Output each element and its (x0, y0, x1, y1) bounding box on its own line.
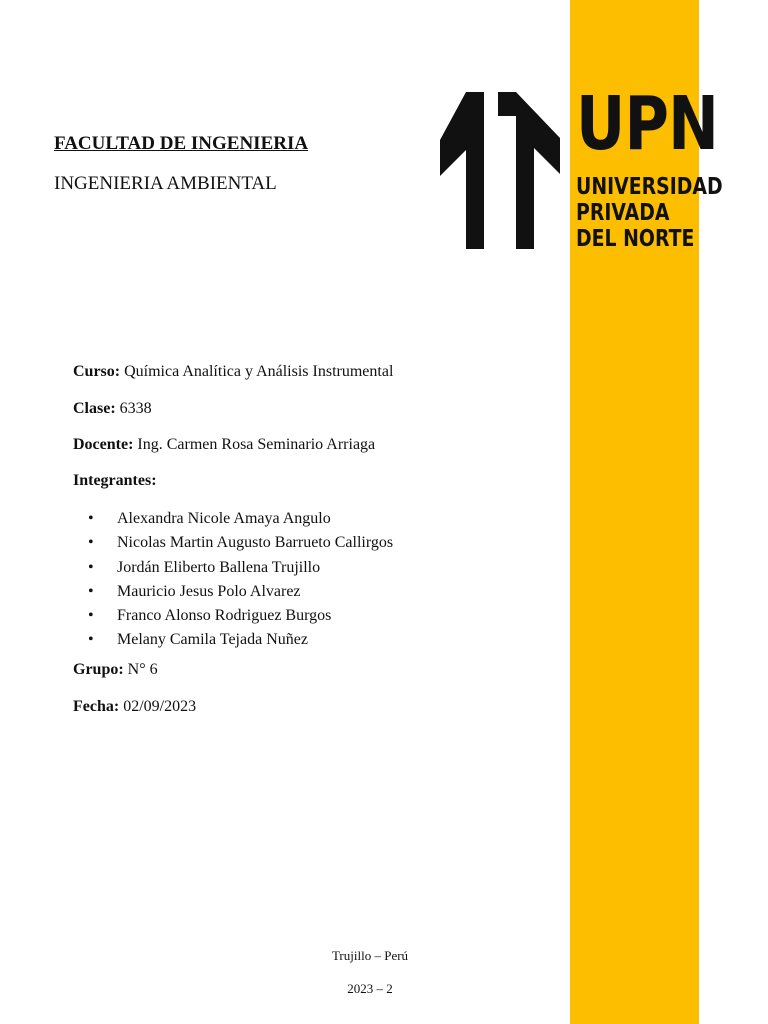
member-name: Mauricio Jesus Polo Alvarez (117, 582, 301, 600)
bullet: • (88, 582, 94, 600)
list-item (88, 531, 393, 555)
list-item (88, 556, 393, 580)
teacher-label: Docente: (73, 436, 134, 453)
career-title: INGENIERIA AMBIENTAL (54, 173, 277, 194)
date-field (73, 698, 196, 716)
class-field (73, 400, 152, 418)
members-label: Integrantes: (73, 472, 157, 489)
date-value: 02/09/2023 (123, 698, 197, 715)
list-item (88, 580, 393, 604)
upn-arrows-icon (440, 92, 560, 249)
footer-place: Trujillo – Perú (331, 948, 409, 963)
members-list (88, 507, 393, 653)
group-label: Grupo: (73, 661, 124, 678)
list-item (88, 507, 393, 531)
bullet: • (88, 510, 94, 527)
list-item (88, 604, 393, 628)
member-name: Franco Alonso Rodriguez Burgos (117, 607, 332, 625)
bullet: • (88, 607, 94, 625)
class-label: Clase: (73, 400, 116, 417)
date-label: Fecha: (73, 698, 120, 715)
member-name: Alexandra Nicole Amaya Angulo (117, 510, 331, 527)
course-field (73, 363, 393, 381)
logo-acronym: UPN (576, 81, 719, 167)
course-label: Curso: (73, 363, 121, 380)
teacher-field (73, 436, 375, 454)
list-item (88, 628, 393, 652)
member-name: Nicolas Martin Augusto Barrueto Callirgos (117, 534, 394, 552)
upn-logo (576, 81, 723, 252)
bullet: • (88, 558, 94, 576)
group-value: N° 6 (127, 661, 158, 678)
members-heading (73, 472, 157, 490)
footer-period: 2023 – 2 (347, 981, 393, 996)
faculty-title: FACULTAD DE INGENIERIA (54, 133, 309, 154)
logo-line-privada: PRIVADA (576, 200, 670, 226)
logo-line-universidad: UNIVERSIDAD (576, 174, 723, 200)
member-name: Melany Camila Tejada Nuñez (117, 631, 308, 649)
group-field (73, 661, 158, 679)
member-name: Jordán Eliberto Ballena Trujillo (117, 558, 321, 576)
class-value: 6338 (119, 400, 152, 417)
bullet: • (88, 631, 94, 649)
bullet: • (88, 534, 94, 552)
teacher-value: Ing. Carmen Rosa Seminario Arriaga (137, 436, 376, 453)
logo-line-del-norte: DEL NORTE (576, 226, 695, 252)
course-value: Química Analítica y Análisis Instrumental (124, 363, 394, 380)
